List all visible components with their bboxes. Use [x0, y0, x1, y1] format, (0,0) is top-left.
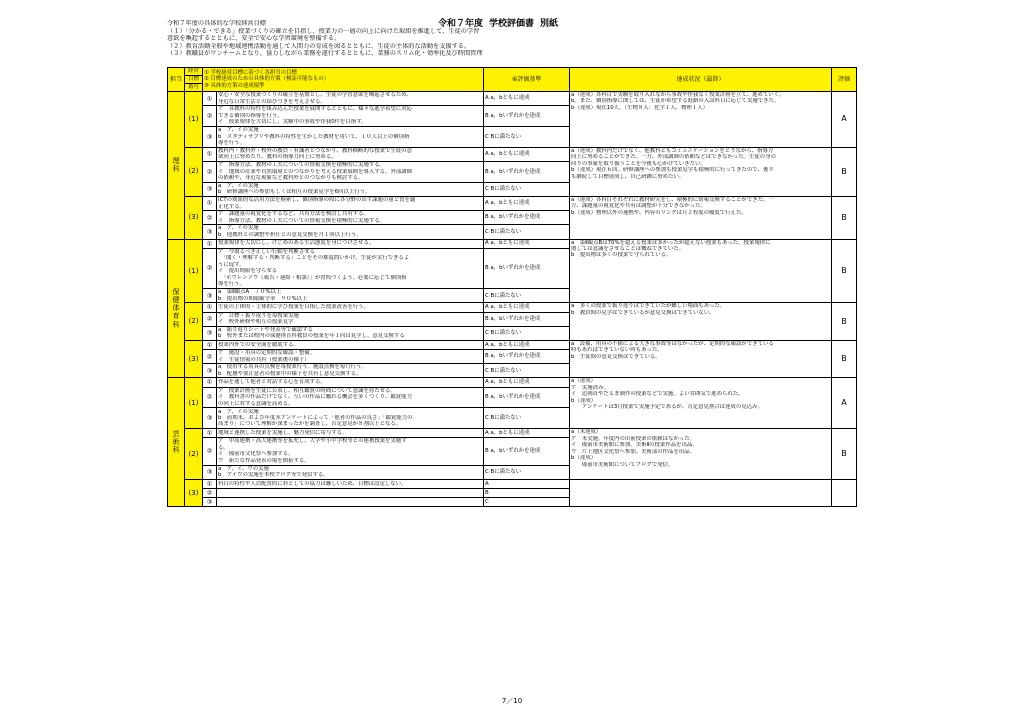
header-criteria: ④評価基準: [484, 68, 570, 92]
status-line: a（達成）各科目で実験を取り入れながら事故や怪我なく授業計画を立て、進めていく。: [571, 92, 785, 98]
plan-line: イ 地域の産業や自然環境とのつながりを考える授業展開を導入する。外部講師: [218, 168, 413, 175]
criteria-cell: C: [484, 498, 570, 507]
plan-line: b 他教科との調整や担任との意見交換を月１回以上行う。: [218, 231, 362, 238]
status-cell: [570, 196, 832, 239]
plan-cell: [217, 479, 484, 488]
plan-line: b アイウの実施を本校ブログ等で発信する。: [218, 472, 329, 479]
status-cell: [570, 429, 832, 480]
plan-line: ア 指導方法、教材の工夫についての情報交換を積極的に実施する。: [218, 162, 386, 169]
item-marker: ③: [203, 289, 217, 303]
criteria-cell: C Bに満たない: [484, 225, 570, 239]
criteria-cell: B a，bいずれかを達成: [484, 312, 570, 326]
criteria-cell: A a，bともに達成: [484, 147, 570, 161]
header-goal-number-2: 目標: [185, 76, 203, 84]
subject-char: 科: [172, 165, 180, 174]
item-marker: ③: [203, 408, 217, 429]
status-line: a（達成）教科内だけでなく、他教科ともコミュニケーションをとりながら、指導方: [571, 147, 774, 154]
plan-cell: [217, 161, 484, 182]
plan-line: イ 指導方法、教材の工夫についての情報交換を積極的に実施する。: [218, 217, 386, 224]
goal-number-cell: (2): [185, 147, 203, 196]
plan-line: 生徒の主体的・主体的に学び授業を目指した授業改善を行う。: [218, 304, 369, 311]
plan-cell: [217, 225, 484, 239]
plan-cell: [217, 289, 484, 303]
status-line: 関しては意識をさせることは概ねできていた。: [571, 246, 685, 252]
plan-cell: [217, 378, 484, 387]
grade-cell: B: [832, 239, 857, 303]
plan-line: b 配慮や要注意者の授業中の様子を共有し意見交換する。: [218, 370, 362, 377]
criteria-cell: C Bに満たない: [484, 289, 570, 303]
criteria-cell: B a，bいずれかを達成: [484, 387, 570, 408]
plan-cell: [217, 182, 484, 196]
header-goal-number-1: 経営: [185, 68, 203, 76]
item-marker: ①: [203, 340, 217, 349]
status-line: b（達成）現在６回。研修講座への参加も授業見学も積極的に行ってきたので、後半: [571, 167, 774, 174]
item-marker: ①: [203, 303, 217, 312]
plan-line: b スタディサプリや教科の特性を生かした教材を用いて、１０人以上の個別指: [218, 133, 410, 140]
plan-line: b 研修講座への参加もしくは相互の授業見学を6回以上行う。: [218, 189, 371, 196]
plan-line: a ア、イ、ウの実施: [218, 465, 269, 472]
plan-line: イ 教科書の作品だけでなく、互いの作品に触れる機会を多くつくり、鑑賞能力: [218, 394, 412, 401]
plan-line: ICTの効果的な活用方法を模索し、個別指導の際に各分野の出す課題の量と質を適: [218, 197, 416, 204]
goal-number-cell: (3): [185, 196, 203, 239]
plan-line: 欲向上に努めたり、教科の指導力向上に努める。: [218, 154, 337, 161]
status-line: b 提出物は多くの授業で守られている。: [571, 252, 672, 259]
title-main: 学校評価書: [489, 19, 535, 29]
status-line: アンケートは3月授業で実施予定であるが、肯定意見割合は達成の見込み。: [571, 404, 764, 411]
item-marker: ②: [203, 248, 217, 289]
status-line: イ 追剣首やだるま制作の授業などで実施。よい雰囲気で進められた。: [571, 391, 744, 398]
header-plan: [203, 68, 484, 92]
plan-cell: [217, 498, 484, 507]
status-line: ア 未実施。年度内の出前授業の依頼はなかった。: [571, 435, 696, 442]
item-marker: ②: [203, 350, 217, 364]
status-line: a 第Ⅱ観点Bは70%を超える授業は多かったが超えない授業もあった。授業規律に: [571, 239, 771, 246]
criteria-cell: B a，bいずれかを達成: [484, 248, 570, 289]
item-marker: ①: [203, 239, 217, 248]
grade-cell: [832, 479, 857, 506]
criteria-cell: B a，bいずれかを達成: [484, 106, 570, 127]
criteria-cell: A a，bともに達成: [484, 303, 570, 312]
plan-cell: [217, 312, 484, 326]
header-status: 達成状況（最終）: [570, 68, 832, 92]
plan-line: ア 今取るべき正しい行動を判断させる: [218, 248, 316, 255]
item-marker: ③: [203, 326, 217, 340]
status-line: も継続して目標達成し、自己研鑽に努めたい。: [571, 173, 685, 180]
subject-char: 術: [172, 438, 180, 447]
criteria-cell: A: [484, 479, 570, 488]
plan-line: 授業内外での安全面を徹底する。: [218, 341, 299, 348]
plan-line: ア 施設・用具の定期的な確認・整備。: [218, 350, 316, 357]
item-marker: ①: [203, 429, 217, 438]
goal-number-cell: (3): [185, 479, 203, 506]
header-grade: 評価: [832, 68, 857, 92]
status-line: a 設備、用具の不備による大きな事故等はなかったが、定期的な確認ができている: [571, 340, 774, 347]
school-goals-heading: 令和７年度の具体的な学校経営目標: [167, 20, 266, 27]
item-marker: ①: [203, 147, 217, 161]
criteria-cell: A a，bともに達成: [484, 92, 570, 106]
criteria-cell: B a，bいずれかを達成: [484, 438, 570, 465]
goal-line: 意欲を喚起するとともに、安全で安心な学習環境を整備する。: [167, 35, 341, 43]
header-plan-line: ① 学校経営目標に基づく各担当の目標: [204, 69, 297, 76]
plan-line: 導を行う。: [218, 281, 245, 288]
item-marker: ②: [203, 211, 217, 225]
item-marker: ①: [203, 479, 217, 488]
item-marker: ③: [203, 364, 217, 378]
plan-line: a 振り返りシートや発表等で確認する: [218, 326, 313, 333]
item-marker: ②: [203, 387, 217, 408]
status-line: a 多くの授業で振り返りはできていたが難しい場面もあった。: [571, 303, 726, 310]
status-cell: [570, 479, 832, 506]
subject-cell: [168, 92, 185, 240]
title-attachment: 別紙: [540, 19, 559, 29]
plan-line: イ 校外研修や相互の授業見学: [218, 319, 294, 326]
plan-cell: [217, 340, 484, 349]
item-marker: ③: [203, 126, 217, 147]
status-line: 方、課題量の視覚化や共有は調整が十分できなかった。: [571, 203, 706, 210]
goal-line: （１）「分かる・できる」授業づくりの確立を目指し、授業力の一層の向上に向けた取組を推進して、生徒の学習: [167, 27, 480, 35]
item-marker: ①: [203, 196, 217, 210]
plan-line: 科目の特性や人員配置的に科としての協力は難しいため、目標は設定しない。: [218, 480, 407, 487]
plan-line: 高まり」について理解が深まったかを調査し、肯定意見が８割以上となる。: [218, 421, 402, 428]
plan-line: 安心・安全な授業づくりの確立を基盤とし、生徒の学習意欲を喚起させるため、: [218, 92, 412, 99]
plan-line: の向上に対する意識を高める。: [218, 400, 294, 407]
plan-line: ア 授業計画を生徒に公表し、相互鑑賞の時間について意識を持たせる。: [218, 387, 396, 394]
plan-cell: [217, 488, 484, 497]
criteria-cell: C Bに満たない: [484, 126, 570, 147]
criteria-cell: C Bに満たない: [484, 465, 570, 479]
status-cell: [570, 239, 832, 303]
plan-cell: [217, 408, 484, 429]
goal-number-cell: (1): [185, 92, 203, 148]
item-marker: ②: [203, 488, 217, 497]
grade-cell: B: [832, 147, 857, 196]
evaluation-row: [168, 378, 857, 387]
header-goal-number-3: 番号: [185, 84, 203, 92]
plan-cell: [217, 126, 484, 147]
criteria-cell: C Bに満たない: [484, 182, 570, 196]
item-marker: ②: [203, 161, 217, 182]
subject-char: 科: [172, 320, 180, 329]
item-marker: ③: [203, 225, 217, 239]
plan-cell: [217, 147, 484, 161]
plan-line: ウ 新たな作品発表の場を開拓する。: [218, 457, 310, 464]
item-marker: ②: [203, 312, 217, 326]
subject-char: 育: [172, 312, 180, 321]
plan-line: 「ホウレンソウ（報告・連絡・相談）」が習慣づくよう、必要に応じて個別指: [218, 274, 407, 281]
status-line: b。また、個別指導に関しては、生徒が希望する進路の入試科目に応じて実施できた。: [571, 98, 780, 105]
plan-line: イ 生徒情報の共有（授業後の様子）: [218, 356, 310, 363]
plan-line: イ 提出期限を守らせる: [218, 268, 278, 275]
plan-line: a ア、イの実施: [218, 225, 259, 232]
plan-line: ア 課題量の視覚化をするなど、共有方法を検討し共有する。: [218, 211, 369, 218]
criteria-cell: A a，bともに達成: [484, 429, 570, 438]
evaluation-row: [168, 340, 857, 349]
title-year: 令和７年度: [438, 19, 484, 29]
plan-line: ア 中高連携・高大連携等を拡充し、大学や小中学校等との連携授業を実施す: [218, 438, 407, 445]
item-marker: ③: [203, 465, 217, 479]
plan-line: b 提出物の期限厳守率 ９０%以上: [218, 295, 308, 302]
criteria-cell: A a，bともに達成: [484, 196, 570, 210]
grade-cell: A: [832, 92, 857, 148]
plan-line: a ア、イの実施: [218, 127, 259, 134]
goal-number-cell: (2): [185, 303, 203, 341]
plan-line: ア 目標・振り返りを毎授業実施: [218, 312, 299, 319]
plan-cell: [217, 211, 484, 225]
criteria-cell: C Bに満たない: [484, 408, 570, 429]
status-line: 回りの事象を取り扱うことを今後も心がけていきたい。: [571, 160, 706, 167]
criteria-cell: B a，bいずれかを達成: [484, 211, 570, 225]
subject-char: 体: [172, 304, 180, 313]
evaluation-table: [167, 67, 857, 507]
evaluation-row: [168, 303, 857, 312]
evaluation-row: [168, 479, 857, 488]
grade-cell: B: [832, 340, 857, 378]
plan-line: る。: [218, 444, 229, 451]
evaluation-row: [168, 239, 857, 248]
criteria-cell: C Bに満たない: [484, 364, 570, 378]
criteria-cell: B: [484, 488, 570, 497]
plan-line: 「聞く・理解する・判断する」ことをその都度問いかけ、生徒が実行できるよ: [218, 255, 410, 262]
plan-cell: [217, 239, 484, 248]
goal-number-cell: (1): [185, 378, 203, 429]
subject-char: 健: [172, 296, 180, 305]
subject-char: 芸: [172, 430, 180, 439]
criteria-cell: C Bに満たない: [484, 326, 570, 340]
plan-cell: [217, 387, 484, 408]
goal-line: （２）教育活動全般や地域連携活動を通して人間力の育成を図るとともに、生徒の主体的な活動を支援する。: [167, 42, 471, 50]
status-line: 時もあればできていない時もあった。: [571, 347, 663, 354]
header-plan-line: ③ 具体的方策の達成規準: [204, 82, 265, 89]
plan-line: 教科内・教科外・校外の教員・有識者とつながり、教科横断的な授業で生徒の意: [218, 147, 412, 154]
subject-cell: [168, 378, 185, 507]
plan-cell: [217, 438, 484, 465]
plan-line: a ア、イの実施: [218, 408, 259, 415]
status-line: a（達成）各科目それぞれに教材研究をし、積極的に情報交換することができた。一: [571, 196, 774, 203]
criteria-cell: A a，bともに達成: [484, 239, 570, 248]
plan-line: 正化する。: [218, 203, 245, 210]
goal-number-cell: (1): [185, 239, 203, 303]
plan-cell: [217, 465, 484, 479]
subject-cell: [168, 239, 185, 378]
evaluation-row: [168, 196, 857, 210]
plan-line: 地域と連携した授業を実施し、魅力発信に寄与する。: [218, 429, 348, 436]
status-line: ウ 片上地区文化祭へ参加。美術部の作品を出品。: [571, 448, 696, 455]
plan-cell: [217, 248, 484, 289]
plan-cell: [217, 350, 484, 364]
grade-cell: B: [832, 196, 857, 239]
item-marker: ①: [203, 378, 217, 387]
subject-char: 科: [172, 446, 180, 455]
evaluation-row: [168, 429, 857, 438]
status-line: イ 備前市美術館に参加。美術Ⅱの授業作品を出品。: [571, 442, 698, 449]
status-line: 備前市美術館についてブログで発信。: [571, 461, 674, 468]
plan-line: 作品を通して他者と対話する心を育成する。: [218, 379, 326, 386]
status-line: b（達成）物理以外の連携や、内容のリンクは月２程度の頻度で行えた。: [571, 209, 747, 216]
plan-line: 身近な日常生活との結びつきを考えさせる。: [218, 98, 326, 105]
plan-cell: [217, 196, 484, 210]
plan-line: できる個別の指導を行う。: [218, 112, 283, 119]
status-line: b（達成）現在10人。（生物８人：化学１人、物理１人）: [571, 104, 708, 111]
header-owner: 担当: [168, 68, 185, 92]
status-line: ア 実施済み。: [571, 384, 610, 391]
status-line: 向上に努めることができた。一方、外部講師の依頼などはできなかった。生徒の身の: [571, 154, 776, 161]
goal-number-cell: (2): [185, 429, 203, 480]
subject-char: 保: [172, 288, 180, 297]
item-marker: ③: [203, 498, 217, 507]
criteria-cell: B a，bいずれかを達成: [484, 350, 570, 364]
plan-line: 導を行う。: [218, 140, 245, 147]
evaluation-row: [168, 147, 857, 161]
status-line: b（達成）: [571, 397, 596, 404]
grade-cell: A: [832, 378, 857, 429]
criteria-cell: A a，bともに達成: [484, 378, 570, 387]
plan-line: a ア、イの実施: [218, 182, 259, 189]
item-marker: ②: [203, 106, 217, 127]
plan-line: うに促す。: [218, 261, 245, 268]
status-cell: [570, 340, 832, 378]
subject-char: 理: [172, 157, 180, 166]
status-line: b 教員間の見学はできているが意見交換はできていない。: [571, 309, 715, 316]
status-line: a（達成）: [571, 378, 596, 385]
page-number: 7／10: [501, 697, 523, 705]
status-cell: [570, 92, 832, 148]
plan-cell: [217, 92, 484, 106]
header-plan-line: ② 目標達成のための具体的方策（検証可能なもの）: [204, 76, 330, 83]
plan-line: a 第Ⅱ観点A ７０%以上: [218, 289, 282, 296]
plan-line: a 使用する用具の点検を毎授業行う。施設点検を毎月行う。: [218, 364, 367, 371]
evaluation-body: [168, 92, 857, 507]
status-line: b 生徒間の意見交換はできている。: [571, 353, 661, 360]
plan-line: 授業規律を大切にし、けじめのある生活態度を身につけさせる。: [218, 240, 375, 247]
item-marker: ③: [203, 182, 217, 196]
status-line: a（未達成）: [571, 429, 602, 436]
item-marker: ①: [203, 92, 217, 106]
evaluation-row: [168, 92, 857, 106]
plan-line: ア 各教科の特性を組み込んだ授業を展開するとともに、様々な進学希望に対応: [218, 106, 413, 113]
grade-cell: B: [832, 303, 857, 341]
criteria-cell: B a，bいずれかを達成: [484, 161, 570, 182]
plan-cell: [217, 106, 484, 127]
status-cell: [570, 378, 832, 429]
status-cell: [570, 147, 832, 196]
status-line: b（達成）: [571, 455, 596, 462]
plan-line: b 前期末、および年度末アンケートによって「他者の作品の良さ」「鑑賞能力の: [218, 415, 413, 421]
plan-line: イ 備前市文化祭へ参加する。: [218, 451, 294, 458]
plan-cell: [217, 303, 484, 312]
criteria-cell: A a，bともに達成: [484, 340, 570, 349]
status-cell: [570, 303, 832, 341]
plan-cell: [217, 429, 484, 438]
goal-line: （３）教職員がワンチームとなり、協力しながら業務を遂行するとともに、業務のスリム化・効率化及び時間管理: [167, 50, 483, 58]
plan-line: の依頼や、身近な現象など教科外とのつながりも検討する。: [218, 175, 364, 182]
document-title: [438, 19, 564, 30]
plan-line: b 校外または校内の保健体育科教員の授業を年１回は見学し、意見交換する: [218, 333, 405, 340]
grade-cell: B: [832, 429, 857, 480]
plan-cell: [217, 364, 484, 378]
goal-number-cell: (3): [185, 340, 203, 378]
item-marker: ②: [203, 438, 217, 465]
plan-cell: [217, 326, 484, 340]
plan-line: イ 授業規律を大切にし、実験中の事故や怪我0件を目指す。: [218, 119, 367, 126]
